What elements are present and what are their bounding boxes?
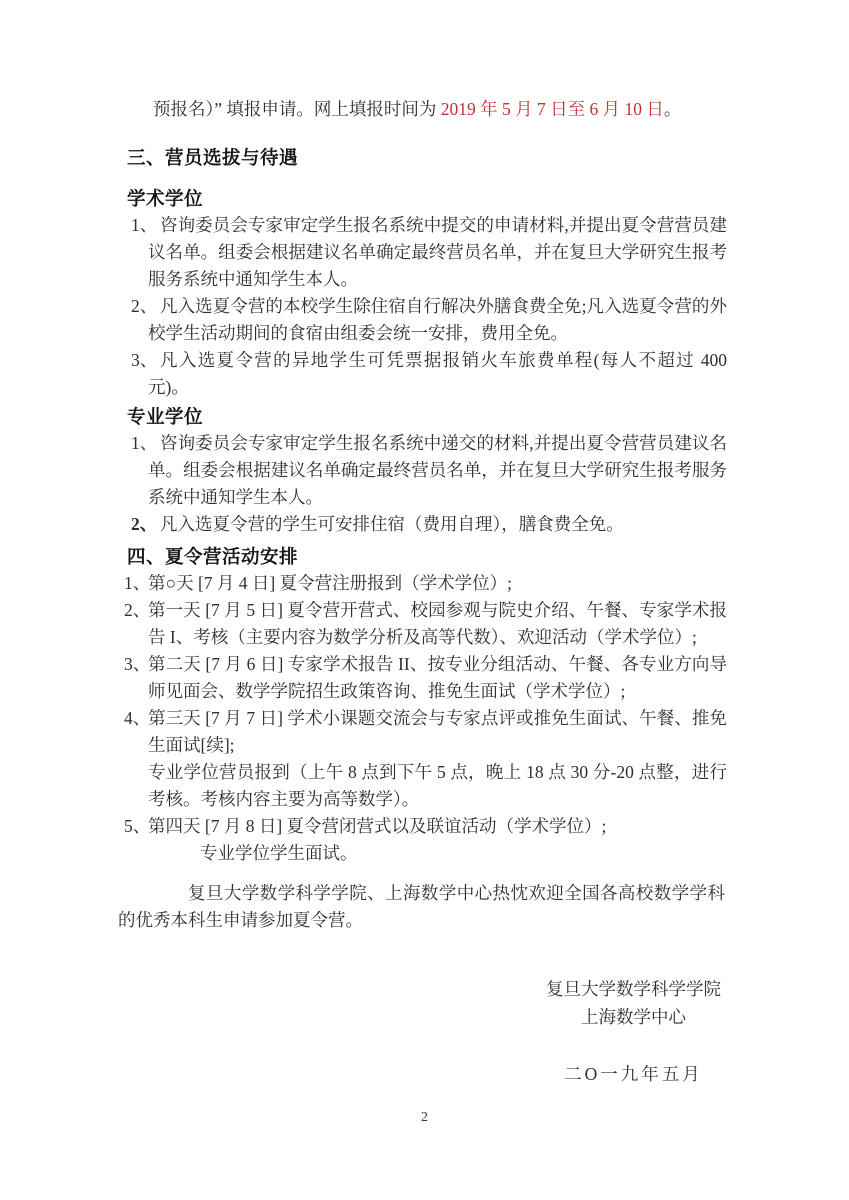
list-item (124, 813, 727, 867)
list-item-text: 第二天 [7 月 6 日] 专家学术报告 II、按专业分组活动、午餐、各专业方向导师见面会、数学学院招生政策咨询、推免生面试（学术学位）; (148, 654, 727, 701)
schedule-list (124, 570, 727, 867)
list-item-number: 5、 (124, 816, 151, 836)
list-item-text: 凡入选夏令营的学生可安排住宿（费用自理），膳食费全免。 (160, 514, 624, 534)
list-item-number: 3、 (131, 350, 158, 370)
list-item-text: 凡入选夏令营的本校学生除住宿自行解决外膳食费全免;凡入选夏令营的外校学生活动期间的食宿由组委会统一安排，费用全免。 (148, 296, 727, 343)
list-item-number: 2、 (124, 600, 151, 620)
list-item-text: 第一天 [7 月 5 日] 夏令营开营式、校园参观与院史介绍、午餐、专家学术报告 I、考核（主要内容为数学分析及高等代数）、欢迎活动（学术学位）; (148, 600, 727, 647)
list-item (124, 651, 727, 705)
list-item-number: 1、 (131, 215, 158, 235)
list-item (127, 293, 727, 347)
academic-list (127, 212, 727, 401)
signature-date: 二O一九年五月 (564, 1064, 703, 1084)
academic-degree-heading: 学术学位 (127, 188, 204, 209)
document-content (118, 96, 727, 1088)
intro-period: 。 (663, 99, 682, 119)
list-item-number: 3、 (124, 654, 151, 674)
section3-heading: 三、营员选拔与待遇 (127, 147, 299, 168)
list-item-text: 凡入选夏令营的异地学生可凭票据报销火车旅费单程(每人不超过 400 元)。 (148, 350, 727, 397)
intro-paragraph (127, 96, 727, 123)
list-item-number: 1、 (124, 573, 151, 593)
list-item (124, 597, 727, 651)
list-item (127, 511, 727, 538)
professional-degree-heading: 专业学位 (127, 406, 204, 427)
list-item-number: 1、 (131, 433, 158, 453)
signature-org-1: 复旦大学数学科学学院 (546, 979, 721, 999)
list-item-text: 第四天 [7 月 8 日] 夏令营闭营式以及联谊活动（学术学位）; (148, 816, 607, 836)
list-item-subtext: 专业学位学生面试。 (200, 843, 358, 863)
list-item (124, 570, 727, 597)
list-item-text: 第三天 [7 月 7 日] 学术小课题交流会与专家点评或推免生面试、午餐、推免生面试[续]; (148, 708, 727, 755)
list-item-text: 咨询委员会专家审定学生报名系统中提交的申请材料,并提出夏令营营员建议名单。组委会根据建议名单确定最终营员名单，并在复旦大学研究生报考服务系统中通知学生本人。 (148, 215, 727, 289)
signature-org-2: 上海数学中心 (581, 1007, 686, 1027)
closing-paragraph: 复旦大学数学科学学院、上海数学中心热忱欢迎全国各高校数学学科的优秀本科生申请参加夏令营。 (118, 883, 725, 930)
intro-text: 预报名）” 填报申请。网上填报时间为 (153, 99, 441, 119)
section4-heading: 四、夏令营活动安排 (127, 546, 299, 567)
intro-date-highlight: 2019 年 5 月 7 日至 6 月 10 日 (440, 99, 664, 119)
professional-list (127, 430, 727, 538)
list-item-text: 咨询委员会专家审定学生报名系统中递交的材料,并提出夏令营营员建议名单。组委会根据建议名单确定最终营员名单，并在复旦大学研究生报考服务系统中通知学生本人。 (148, 433, 727, 507)
list-item-text: 第○天 [7 月 4 日] 夏令营注册报到（学术学位）; (148, 573, 512, 593)
list-item (124, 705, 727, 813)
list-item-number: 2、 (131, 514, 158, 534)
list-item (127, 212, 727, 293)
list-item-number: 2、 (131, 296, 158, 316)
list-item (127, 430, 727, 511)
list-item (127, 347, 727, 401)
page-number: 2 (421, 1110, 428, 1125)
list-item-number: 4、 (124, 708, 151, 728)
signature-block (546, 975, 721, 1088)
list-item-subtext: 专业学位营员报到（上午 8 点到下午 5 点，晚上 18 点 30 分-20 点整，进行考核。考核内容主要为高等数学）。 (148, 762, 727, 809)
